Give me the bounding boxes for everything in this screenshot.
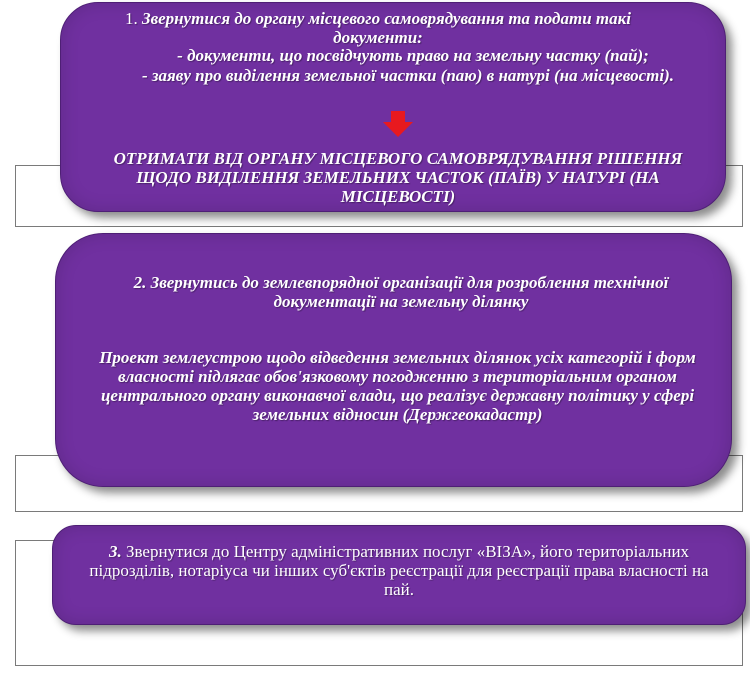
- step2-box: [55, 233, 732, 487]
- step3-box: [52, 525, 746, 625]
- step3-text: [53, 542, 745, 599]
- step1-result: ОТРИМАТИ ВІД ОРГАНУ МІСЦЕВОГО САМОВРЯДУВАННЯ РІШЕННЯ ЩОДО ВИДІЛЕННЯ ЗЕМЕЛЬНИХ ЧАСТОК (ПАЇВ) У НАТУРІ (НА МІСЦЕВОСТІ): [113, 149, 683, 206]
- down-arrow-icon: [383, 111, 413, 137]
- step3-number: 3.: [108, 542, 122, 561]
- step2-title: 2. Звернутись до землевпорядної організації для розроблення технічної документації на земельну ділянку: [133, 273, 669, 311]
- step1-number: 1.: [125, 9, 138, 28]
- step1-box: [60, 2, 726, 212]
- step1-title: Звернутися до органу місцевого самоврядування та подати такі документи:: [142, 9, 631, 47]
- step1-heading: [61, 9, 725, 47]
- step1-item2: - заяву про виділення земельної частки (паю) в натурі (на місцевості).: [141, 66, 675, 85]
- step2-note: Проект землеустрою щодо відведення земельних ділянок усіх категорій і форм власності підлягає обов'язковому погодженню з територіальним органом центрального органу виконавчої влади, що реалізує державну політику у сфері земельних відносин (Держгеокадастр): [99, 348, 696, 424]
- step1-item1: - документи, що посвідчують право на земельну частку (пай);: [177, 46, 649, 65]
- step3-body: Звернутися до Центру адміністративних послуг «ВІЗА», його територіальних підрозділів, нотаріуса чи інших суб'єктів реєстрації для реєстрації права власності на пай.: [89, 542, 709, 599]
